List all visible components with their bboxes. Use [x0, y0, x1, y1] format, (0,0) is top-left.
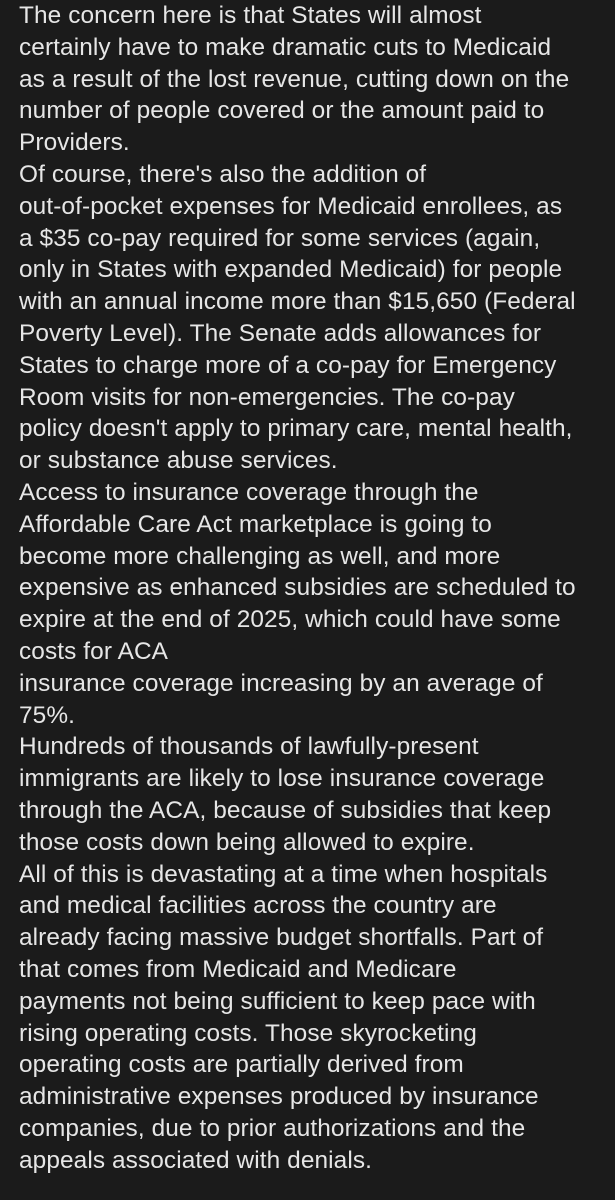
text-line: expensive as enhanced subsidies are scheduled to: [19, 574, 576, 602]
text-line: Hundreds of thousands of lawfully-present: [19, 733, 479, 761]
paragraph-hospitals: [19, 859, 601, 1177]
text-line: already facing massive budget shortfalls. Part of: [19, 924, 544, 952]
text-line: Providers.: [19, 129, 130, 157]
text-line: rising operating costs. Those skyrocketing: [19, 1019, 477, 1047]
text-line: Access to insurance coverage through the: [19, 478, 479, 506]
paragraph-immigrants: [19, 731, 601, 858]
text-line: become more challenging as well, and more: [19, 542, 501, 570]
text-line: costs for ACA: [19, 637, 169, 665]
text-line: States to charge more of a co-pay for Emergency: [19, 351, 557, 379]
text-line: expire at the end of 2025, which could have some: [19, 606, 561, 634]
text-line: certainly have to make dramatic cuts to Medicaid: [19, 33, 552, 61]
text-line: Room visits for non-emergencies. The co-pay: [19, 383, 515, 411]
text-line: number of people covered or the amount paid to: [19, 97, 545, 125]
text-line: The concern here is that States will almost: [19, 2, 482, 29]
text-line: operating costs are partially derived from: [19, 1051, 464, 1079]
text-line: as a result of the lost revenue, cutting down on the: [19, 65, 570, 93]
text-line: that comes from Medicaid and Medicare: [19, 955, 457, 983]
text-line: Of course, there's also the addition of: [19, 160, 427, 188]
text-line: 75%.: [19, 701, 75, 729]
text-line: and medical facilities across the country are: [19, 892, 497, 920]
text-line: only in States with expanded Medicaid) for people: [19, 256, 563, 284]
text-line: companies, due to prior authorizations and the: [19, 1114, 526, 1142]
text-line: immigrants are likely to lose insurance coverage: [19, 765, 545, 793]
text-line: through the ACA, because of subsidies that keep: [19, 796, 552, 824]
text-line: administrative expenses produced by insurance: [19, 1083, 539, 1111]
text-line: payments not being sufficient to keep pace with: [19, 987, 536, 1015]
text-line: Affordable Care Act marketplace is going to: [19, 510, 492, 538]
paragraph-aca-marketplace: [19, 477, 601, 731]
text-line: insurance coverage increasing by an average of: [19, 669, 543, 697]
text-line: those costs down being allowed to expire.: [19, 828, 475, 856]
text-line: policy doesn't apply to primary care, mental health,: [19, 415, 573, 443]
paragraph-copay: [19, 159, 601, 477]
text-line: out-of-pocket expenses for Medicaid enrollees, as: [19, 192, 563, 220]
text-line: a $35 co-pay required for some services (again,: [19, 224, 541, 252]
text-line: appeals associated with denials.: [19, 1146, 373, 1174]
paragraph-medicaid-cuts: [19, 0, 601, 159]
text-line: All of this is devastating at a time when hospitals: [19, 860, 548, 888]
text-line: with an annual income more than $15,650 (Federal: [19, 288, 576, 316]
text-line: or substance abuse services.: [19, 447, 338, 475]
text-line: Poverty Level). The Senate adds allowances for: [19, 319, 542, 347]
